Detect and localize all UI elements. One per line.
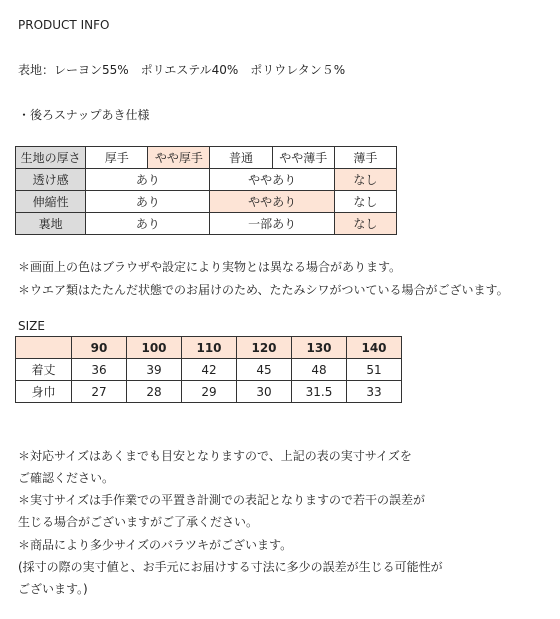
- cell-option: 薄手: [334, 147, 396, 169]
- cell-option: あり: [86, 213, 210, 235]
- size-value: 39: [127, 359, 182, 381]
- size-header-cell: 90: [72, 337, 127, 359]
- page-title: PRODUCT INFO: [18, 18, 110, 32]
- material-composition: 表地：レーヨン55% ポリエステル40% ポリウレタン５%: [18, 63, 346, 77]
- size-table: [15, 336, 402, 403]
- size-value: 45: [237, 359, 292, 381]
- size-header-cell: 110: [182, 337, 237, 359]
- size-header-cell: 130: [292, 337, 347, 359]
- size-header-cell: 100: [127, 337, 182, 359]
- size-value: 33: [347, 381, 402, 403]
- note-line: 生じる場合がございますがご了承ください。: [18, 515, 259, 529]
- size-row-length: [16, 359, 402, 381]
- size-header-blank: [16, 337, 72, 359]
- cell-option: 普通: [210, 147, 272, 169]
- cell-option-selected: やや厚手: [148, 147, 210, 169]
- cell-option: 一部あり: [210, 213, 334, 235]
- cell-option: ややあり: [210, 169, 334, 191]
- note-line: ＊商品により多少サイズのバラツキがございます。: [18, 538, 293, 552]
- size-row-label: 着丈: [16, 359, 72, 381]
- cell-option-selected: ややあり: [210, 191, 334, 213]
- size-value: 30: [237, 381, 292, 403]
- size-value: 48: [292, 359, 347, 381]
- row-label: 伸縮性: [16, 191, 86, 213]
- size-value: 29: [182, 381, 237, 403]
- size-header-row: [16, 337, 402, 359]
- size-value: 27: [72, 381, 127, 403]
- cell-option-selected: なし: [334, 213, 396, 235]
- row-label: 生地の厚さ: [16, 147, 86, 169]
- fabric-row-lining: [16, 213, 397, 235]
- note-line: ございます。): [18, 582, 88, 596]
- cell-option: あり: [86, 191, 210, 213]
- size-heading: SIZE: [18, 319, 45, 333]
- cell-option: やや薄手: [272, 147, 334, 169]
- size-value: 42: [182, 359, 237, 381]
- row-label: 裏地: [16, 213, 86, 235]
- feature-note: ・後ろスナップあき仕様: [18, 108, 150, 122]
- size-row-label: 身巾: [16, 381, 72, 403]
- note-line: ＊実寸サイズは手作業での平置き計測での表記となりますので若干の誤差が: [18, 493, 426, 507]
- size-value: 28: [127, 381, 182, 403]
- cell-option-selected: なし: [334, 169, 396, 191]
- fabric-row-thickness: [16, 147, 397, 169]
- size-row-width: [16, 381, 402, 403]
- fabric-row-transparency: [16, 169, 397, 191]
- size-value: 31.5: [292, 381, 347, 403]
- size-value: 51: [347, 359, 402, 381]
- note-line: (採寸の際の実寸値と、お手元にお届けする寸法に多少の誤差が生じる可能性が: [18, 560, 443, 574]
- fabric-properties-table: [15, 146, 397, 235]
- fabric-row-stretch: [16, 191, 397, 213]
- note-line: ＊ウエア類はたたんだ状態でのお届けのため、たたみシワがついている場合がございます。: [18, 283, 509, 297]
- cell-option: あり: [86, 169, 210, 191]
- size-value: 36: [72, 359, 127, 381]
- size-header-cell: 140: [347, 337, 402, 359]
- size-header-cell: 120: [237, 337, 292, 359]
- note-line: ＊対応サイズはあくまでも目安となりますので、上記の表の実寸サイズを: [18, 449, 412, 463]
- cell-option: 厚手: [86, 147, 148, 169]
- note-line: ＊画面上の色はブラウザや設定により実物とは異なる場合があります。: [18, 260, 402, 274]
- cell-option: なし: [334, 191, 396, 213]
- note-line: ご確認ください。: [18, 471, 115, 485]
- row-label: 透け感: [16, 169, 86, 191]
